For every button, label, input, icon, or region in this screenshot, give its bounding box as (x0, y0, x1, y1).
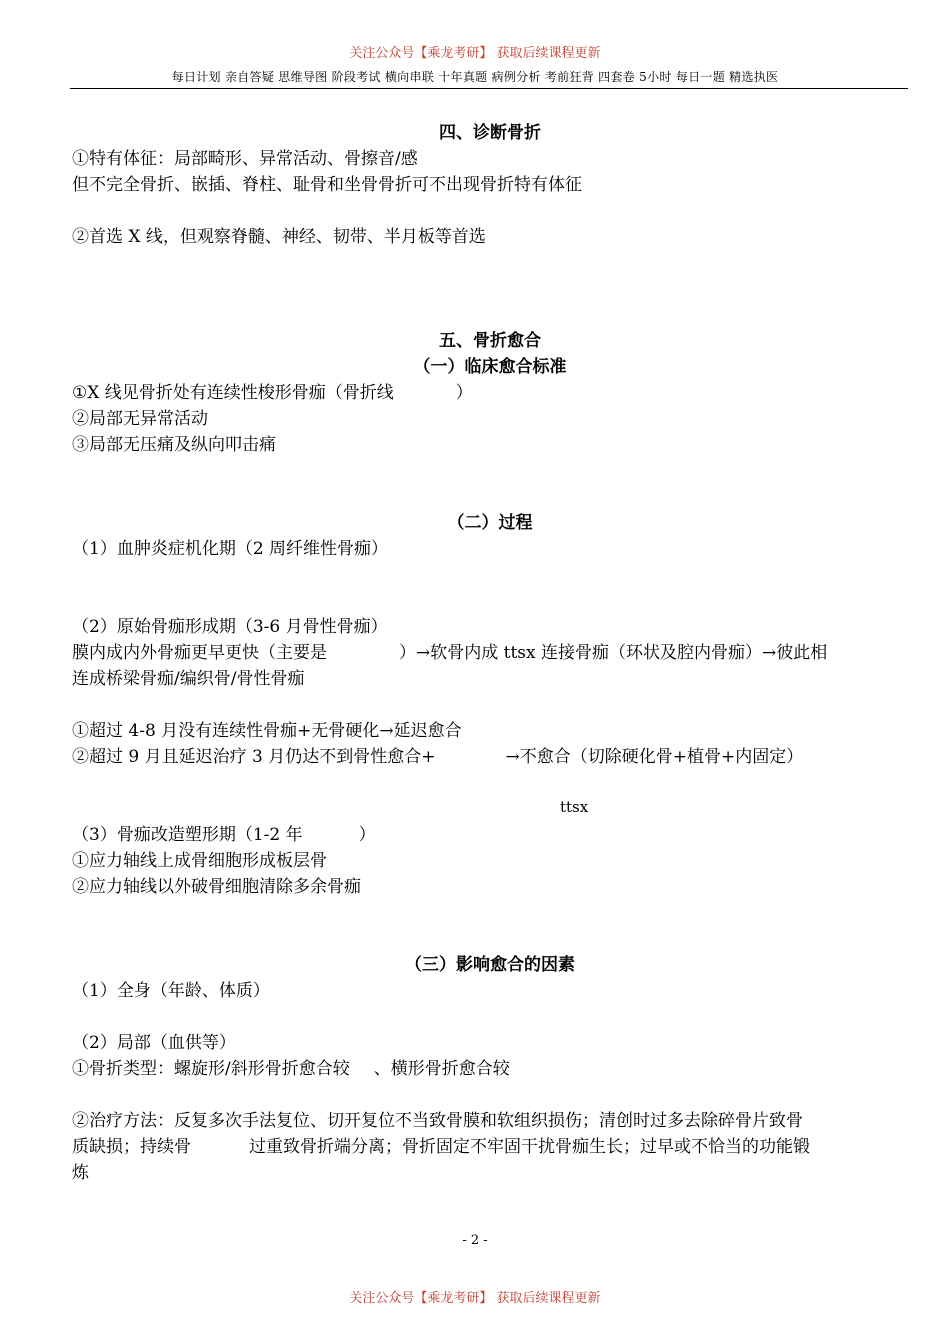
process-stage-3-line-1: ①应力轴线上成骨细胞形成板层骨 (72, 851, 327, 871)
text-fragment: →不愈合（切除硬化骨+植骨+内固定） (505, 747, 804, 767)
text-fragment: ①X 线见骨折处有连续性梭形骨痂（骨折线 (72, 383, 394, 403)
factor-local-line-2: ②治疗方法：反复多次手法复位、切开复位不当致骨膜和软组织损伤；清创时过多去除碎骨片致骨 (72, 1111, 803, 1131)
process-stage-3 (72, 820, 376, 845)
page-number: - 2 - (462, 1233, 488, 1248)
text-fragment: ）→软骨内成 ttsx 连接骨痂（环状及腔内骨痂）→彼此相 (399, 643, 828, 663)
process-stage-2-line-4 (72, 742, 803, 767)
subsection-1-title: （一）临床愈合标准 (413, 357, 567, 377)
text-fragment: 质缺损；持续骨 (72, 1137, 191, 1157)
healing-criteria-line-2: ②局部无异常活动 (72, 409, 208, 429)
text-fragment: ①骨折类型：螺旋形/斜形骨折愈合较 (72, 1059, 350, 1079)
header-divider (70, 88, 908, 89)
text-fragment: 、横形骨折愈合较 (373, 1059, 510, 1079)
header-promo: 关注公众号【乘龙考研】 获取后续课程更新 (349, 46, 601, 61)
process-stage-2: （2）原始骨痂形成期（3-6 月骨性骨痂） (72, 617, 388, 637)
section-4-line-3: ②首选 X 线，但观察脊髓、神经、韧带、半月板等首选 (72, 227, 486, 247)
subsection-3-title: （三）影响愈合的因素 (405, 955, 575, 975)
healing-criteria-line-1 (72, 378, 473, 403)
process-stage-2-line-3: ①超过 4-8 月没有连续性骨痂+无骨硬化→延迟愈合 (72, 721, 462, 741)
factor-local-line-1 (72, 1054, 510, 1079)
process-stage-2-line-1 (72, 638, 827, 663)
process-stage-2-line-2: 连成桥梁骨痂/编织骨/骨性骨痂 (72, 669, 305, 689)
process-stage-3-line-2: ②应力轴线以外破骨细胞清除多余骨痂 (72, 877, 361, 897)
process-stage-1: （1）血肿炎症机化期（2 周纤维性骨痂） (72, 539, 389, 559)
subsection-2-title: （二）过程 (447, 513, 533, 533)
section-5-title: 五、骨折愈合 (439, 331, 541, 351)
text-fragment: ②超过 9 月且延迟治疗 3 月仍达不到骨性愈合+ (72, 747, 436, 767)
factor-local-line-4: 炼 (72, 1163, 89, 1183)
factor-general: （1）全身（年龄、体质） (72, 981, 270, 1001)
text-fragment: ） (455, 383, 473, 403)
text-fragment: 过重致骨折端分离；骨折固定不牢固干扰骨痂生长；过早或不恰当的功能锻 (249, 1137, 810, 1157)
healing-criteria-line-3: ③局部无压痛及纵向叩击痛 (72, 435, 276, 455)
text-fragment: （3）骨痂改造塑形期（1-2 年 (72, 825, 303, 845)
section-4-line-2: 但不完全骨折、嵌插、脊柱、耻骨和坐骨骨折可不出现骨折特有体征 (72, 175, 582, 195)
section-4-title: 四、诊断骨折 (439, 123, 541, 143)
section-4-line-1: ①特有体征：局部畸形、异常活动、骨擦音/感 (72, 149, 418, 169)
text-fragment: 膜内成内外骨痂更早更快（主要是 (72, 643, 327, 663)
watermark-mark: ttsx (560, 798, 589, 816)
text-fragment: ） (358, 825, 376, 845)
footer-promo: 关注公众号【乘龙考研】 获取后续课程更新 (349, 1291, 601, 1306)
header-menu: 每日计划 亲自答疑 思维导图 阶段考试 横向串联 十年真题 病例分析 考前狂背 四套卷 5小时 每日一题 精选执医 (171, 70, 779, 84)
factor-local: （2）局部（血供等） (72, 1033, 236, 1053)
factor-local-line-3 (72, 1132, 810, 1157)
